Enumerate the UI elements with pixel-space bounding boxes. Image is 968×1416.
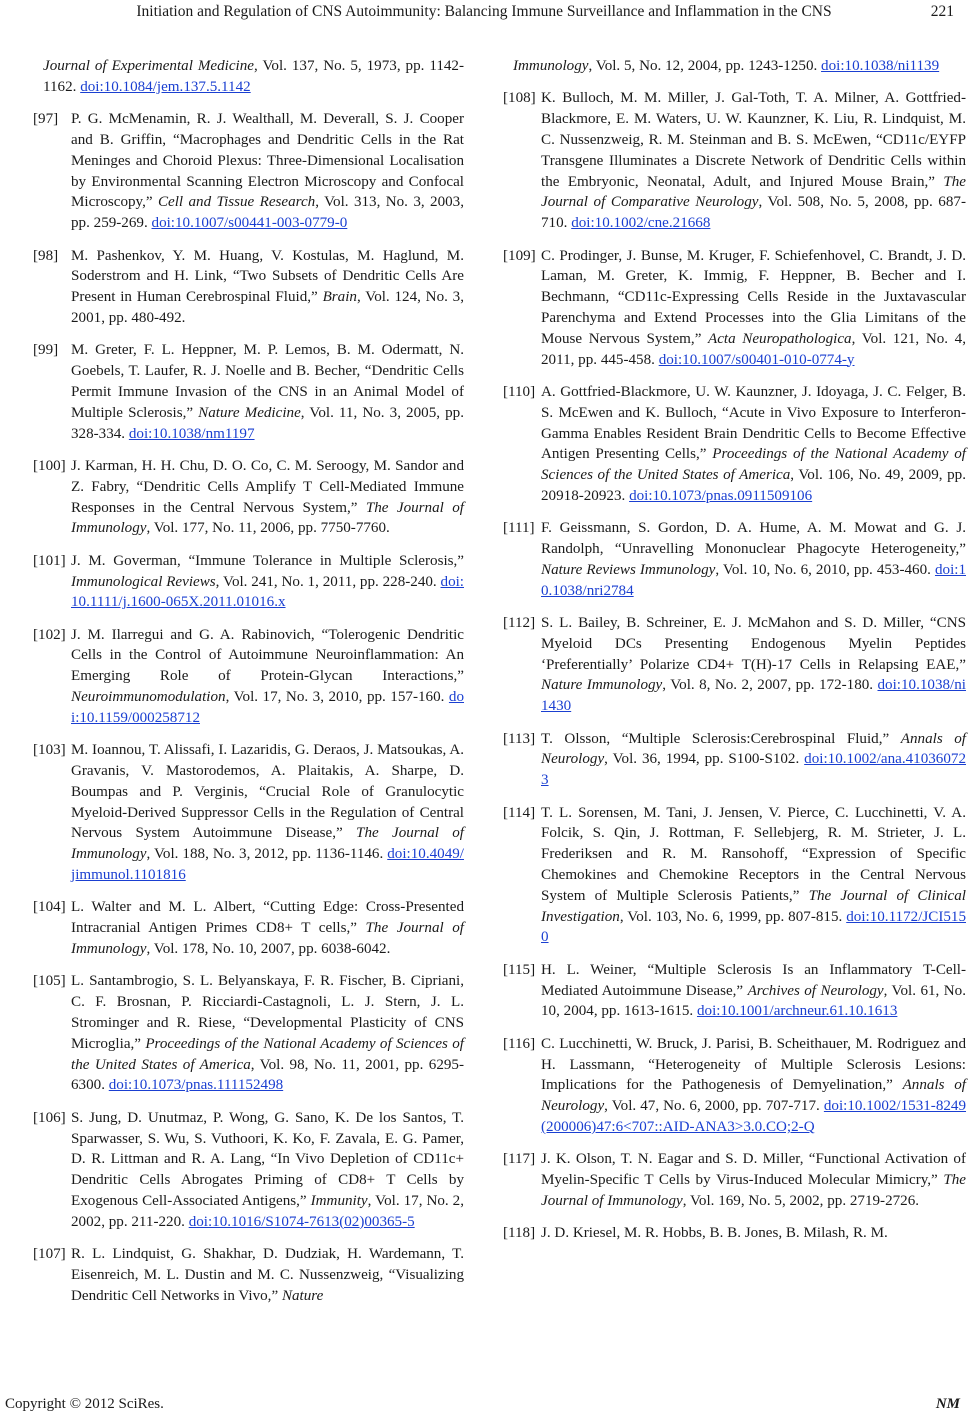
reference-authors-title: C. Lucchinetti, W. Bruck, J. Parisi, B. Scheithauer, M. Rodriguez and H. Lassmann, “Heterogeneity of Multiple Sclerosis Lesions: Implications for the Pathogenesis of Demyelination,” bbox=[541, 1035, 966, 1094]
reference-entry bbox=[33, 56, 464, 98]
reference-text bbox=[541, 382, 966, 507]
reference-entry bbox=[503, 246, 966, 371]
page-number: 221 bbox=[930, 3, 954, 20]
reference-number: [112] bbox=[503, 615, 536, 632]
reference-text bbox=[33, 56, 464, 98]
reference-text bbox=[541, 1149, 966, 1211]
reference-number: [105] bbox=[33, 973, 66, 990]
reference-venue: Brain bbox=[322, 289, 357, 306]
reference-details: , Vol. 313, No. 3, 2003, pp. 259-269. bbox=[71, 194, 464, 232]
reference-venue: Immunity bbox=[310, 1192, 368, 1209]
reference-entry bbox=[33, 971, 464, 1096]
reference-entry bbox=[503, 382, 966, 507]
doi-link[interactable]: doi:10.1016/S1074-7613(02)00365-5 bbox=[188, 1213, 415, 1230]
reference-authors-title: L. Walter and M. L. Albert, “Cutting Edge: Cross-Presented Intracranial Antigen Primes CD8+ T cells,” bbox=[71, 899, 464, 937]
reference-venue: Nature Reviews Immunology bbox=[541, 561, 716, 578]
reference-number: [104] bbox=[33, 899, 66, 916]
reference-authors-title: T. L. Sorensen, M. Tani, J. Jensen, V. Pierce, C. Lucchinetti, V. A. Folcik, S. Qin, J. Rottman, F. Sellebjerg, R. M. Strieter, J. L. Frederiksen and R. M. Ransohoff, “Expression of Specific Chemokines and Chemokine Receptors in the Central Nervous System of Multiple Sclerosis Patients,” bbox=[541, 804, 966, 904]
doi-link[interactable]: doi:10.1038/nri2784 bbox=[541, 561, 966, 599]
reference-venue: Annals of Neurology bbox=[541, 1077, 966, 1115]
reference-number: [103] bbox=[33, 742, 66, 759]
doi-link[interactable]: doi:10.1038/ni1139 bbox=[821, 58, 940, 74]
reference-number: [102] bbox=[33, 626, 66, 643]
reference-details: , Vol. 17, No. 3, 2010, pp. 157-160. bbox=[225, 689, 445, 706]
reference-text bbox=[541, 803, 966, 949]
reference-details: , Vol. 508, No. 5, 2008, pp. 687-710. bbox=[541, 194, 966, 232]
reference-venue: The Journal of Immunology bbox=[71, 825, 464, 863]
reference-text bbox=[541, 729, 966, 791]
reference-number: [107] bbox=[33, 1246, 66, 1263]
doi-link[interactable]: doi:10.4049/jimmunol.1101816 bbox=[71, 846, 464, 884]
reference-entry bbox=[503, 56, 966, 77]
reference-authors-title: P. G. McMenamin, R. J. Wealthall, M. Deverall, S. J. Cooper and B. Griffin, “Macrophages and Dendritic Cells in the Rat Meninges and Choroid Plexus: Three-Dimensional Localisation by Environmental Scanning Electron Microscopy and Confocal Microscopy,” bbox=[71, 111, 464, 211]
reference-details: , Vol. 178, No. 10, 2007, pp. 6038-6042. bbox=[146, 941, 391, 958]
reference-text bbox=[503, 56, 966, 77]
reference-details: , Vol. 61, No. 10, 2004, pp. 1613-1615. bbox=[541, 982, 966, 1020]
reference-venue: Annals of Neurology bbox=[541, 730, 966, 768]
reference-entry bbox=[503, 613, 966, 717]
reference-text bbox=[541, 1034, 966, 1138]
reference-entry bbox=[503, 729, 966, 791]
reference-venue: Neuroimmunomodulation bbox=[71, 689, 226, 706]
reference-authors-title: M. Ioannou, T. Alissafi, I. Lazaridis, G. Deraos, J. Matsoukas, A. Gravanis, V. Mastorodemos, A. Plaitakis, A. Sharpe, D. Boumpas and P. Verginis, “Crucial Role of Granulocytic Myeloid-Derived Suppressor Cells in the Regulation of Central Nervous System Autoimmune Disease,” bbox=[71, 742, 464, 842]
reference-authors-title: J. M. Ilarregui and G. A. Rabinovich, “Tolerogenic Dendritic Cells in the Control of Autoimmune Neuroinflammation: An Emerging Role of Protein-Glycan Interactions,” bbox=[71, 626, 464, 685]
reference-venue: The Journal of Immunology bbox=[71, 920, 464, 958]
reference-entry bbox=[503, 803, 966, 949]
doi-link[interactable]: doi:10.1007/s00401-010-0774-y bbox=[658, 351, 855, 368]
reference-number: [108] bbox=[503, 90, 536, 107]
reference-number: [106] bbox=[33, 1109, 66, 1126]
reference-authors-title: C. Prodinger, J. Bunse, M. Kruger, F. Schiefenhovel, C. Brandt, J. D. Laman, M. Greter, K. Immig, F. Heppner, B. Becher and I. Bechmann, “CD11c-Expressing Cells Reside in the Juxtavascular Parenchyma and Extend Processes into the Glia Limitans of the Mouse Nervous System,” bbox=[541, 247, 966, 347]
doi-link[interactable]: doi:10.1002/1531-8249(200006)47:6<707::AID-ANA3>3.0.CO;2-Q bbox=[541, 1098, 967, 1135]
reference-entry bbox=[503, 88, 966, 234]
doi-link[interactable]: doi:10.1038/ni1430 bbox=[541, 677, 966, 715]
reference-number: [117] bbox=[503, 1151, 536, 1168]
reference-text bbox=[541, 518, 966, 601]
reference-entry bbox=[33, 456, 464, 539]
doi-link[interactable]: doi:10.1084/jem.137.5.1142 bbox=[80, 78, 251, 95]
running-header bbox=[0, 0, 968, 30]
copyright-notice: Copyright © 2012 SciRes. bbox=[5, 1396, 164, 1412]
reference-text bbox=[71, 1108, 464, 1233]
reference-authors-title: J. D. Kriesel, M. R. Hobbs, B. B. Jones, B. Milash, R. M. bbox=[541, 1225, 888, 1242]
reference-authors-title: M. Greter, F. L. Heppner, M. P. Lemos, B. M. Odermatt, N. Goebels, T. Laufer, R. J. Noelle and B. Becher, “Dendritic Cells Permit Immune Invasion of the CNS in an Animal Model of Multiple Sclerosis,” bbox=[71, 342, 464, 421]
reference-authors-title: M. Pashenkov, Y. M. Huang, V. Kostulas, M. Haglund, M. Soderstrom and H. Link, “Two Subsets of Dendritic Cells Are Present in Human Cerebrospinal Fluid,” bbox=[71, 247, 464, 306]
reference-number: [115] bbox=[503, 961, 536, 978]
doi-link[interactable]: doi:10.1001/archneur.61.10.1613 bbox=[696, 1003, 898, 1020]
reference-details: , Vol. 11, No. 3, 2005, pp. 328-334. bbox=[71, 404, 464, 442]
reference-details: , Vol. 5, No. 12, 2004, pp. 1243-1250. bbox=[588, 58, 818, 74]
reference-authors-title: Immunology bbox=[513, 58, 589, 74]
reference-details: , Vol. 188, No. 3, 2012, pp. 1136-1146. bbox=[146, 846, 384, 863]
reference-venue: The Journal of Clinical Investigation bbox=[541, 887, 966, 925]
reference-text bbox=[71, 456, 464, 539]
reference-venue: Cell and Tissue Research bbox=[157, 194, 316, 211]
doi-link[interactable]: doi:10.1038/nm1197 bbox=[128, 425, 255, 442]
reference-entry bbox=[33, 897, 464, 959]
reference-details: , Vol. 106, No. 49, 2009, pp. 20918-20923. bbox=[541, 467, 966, 504]
reference-text bbox=[71, 109, 464, 234]
reference-text bbox=[71, 246, 464, 329]
running-title: Initiation and Regulation of CNS Autoimmunity: Balancing Immune Surveillance and Inflammation in the CNS bbox=[136, 3, 832, 20]
reference-authors-title: J. K. Olson, T. N. Eagar and S. D. Miller, “Functional Activation of Myelin-Specific T Cells by Virus-Induced Molecular Mimicry,” bbox=[541, 1151, 966, 1189]
reference-authors-title: J. Karman, H. H. Chu, D. O. Co, C. M. Seroogy, M. Sandor and Z. Fabry, “Dendritic Cells Amplify T Cell-Mediated Immune Responses in the Central Nervous System,” bbox=[71, 457, 464, 516]
reference-entry bbox=[33, 625, 464, 729]
doi-link[interactable]: doi:10.1073/pnas.111152498 bbox=[108, 1077, 284, 1094]
reference-entry bbox=[503, 1223, 966, 1244]
reference-entry bbox=[503, 1149, 966, 1211]
reference-text bbox=[71, 971, 464, 1096]
reference-venue: Acta Neuropathologica bbox=[708, 330, 852, 347]
reference-column-right bbox=[503, 56, 966, 1256]
reference-number: [111] bbox=[503, 520, 535, 537]
reference-entry bbox=[33, 1244, 464, 1306]
reference-venue: Proceedings of the National Academy of Sciences of the United States of America bbox=[71, 1035, 464, 1073]
reference-number: [101] bbox=[33, 552, 66, 569]
doi-link[interactable]: doi:10.1002/ana.410360723 bbox=[541, 751, 966, 789]
reference-venue: Nature bbox=[281, 1287, 324, 1304]
reference-number: [109] bbox=[503, 247, 536, 264]
reference-venue: The Journal of Immunology bbox=[71, 499, 464, 537]
reference-details: , Vol. 169, No. 5, 2002, pp. 2719-2726. bbox=[682, 1192, 920, 1209]
reference-number: [98] bbox=[33, 247, 59, 264]
reference-entry bbox=[503, 960, 966, 1022]
reference-details: , Vol. 36, 1994, pp. S100-S102. bbox=[604, 751, 800, 768]
reference-details: , Vol. 124, No. 3, 2001, pp. 480-492. bbox=[71, 289, 465, 326]
reference-details: , Vol. 17, No. 2, 2002, pp. 211-220. bbox=[71, 1192, 464, 1230]
reference-text bbox=[71, 625, 464, 729]
reference-authors-title: Journal of Experimental Medicine bbox=[43, 58, 254, 74]
reference-entry bbox=[503, 518, 966, 601]
reference-entry bbox=[33, 740, 464, 886]
reference-venue: Proceedings of the National Academy of Sciences of the United States of America bbox=[541, 446, 966, 484]
reference-authors-title: J. M. Goverman, “Immune Tolerance in Multiple Sclerosis,” bbox=[71, 552, 464, 569]
reference-authors-title: S. L. Bailey, B. Schreiner, E. J. McMahon and S. D. Miller, “CNS Myeloid DCs Presenting Endogenous Myelin Peptides ‘Preferentially’ Polarize CD4+ T(H)-17 Cells in Relapsing EAE,” bbox=[541, 615, 966, 673]
reference-number: [113] bbox=[503, 730, 536, 747]
reference-authors-title: T. Olsson, “Multiple Sclerosis:Cerebrospinal Fluid,” bbox=[541, 730, 890, 747]
reference-text bbox=[71, 551, 464, 613]
reference-entry bbox=[33, 1108, 464, 1233]
reference-entry bbox=[503, 1034, 966, 1138]
reference-details: , Vol. 10, No. 6, 2010, pp. 453-460. bbox=[715, 561, 931, 578]
reference-text bbox=[71, 340, 464, 444]
reference-venue: The Journal of Comparative Neurology bbox=[541, 173, 966, 211]
reference-entry bbox=[33, 109, 464, 234]
reference-details: , Vol. 103, No. 6, 1999, pp. 807-815. bbox=[619, 908, 843, 925]
reference-number: [116] bbox=[503, 1035, 536, 1052]
reference-authors-title: K. Bulloch, M. M. Miller, J. Gal-Toth, T. A. Milner, A. Gottfried-Blackmore, E. M. Waters, U. W. Kaunzner, K. Liu, R. Lindquist, M. C. Nussenzweig, R. M. Steinman and B. S. McEwen, “CD11c/EYFP Transgene Illuminates a Discrete Network of Dendritic Cells within the Embryonic, Neonatal, Adult, and Injured Mouse Brain,” bbox=[541, 90, 966, 190]
reference-entry bbox=[33, 246, 464, 329]
journal-abbreviation: NM bbox=[935, 1396, 960, 1412]
doi-link[interactable]: doi:10.1159/000258712 bbox=[71, 689, 465, 726]
reference-text bbox=[71, 897, 464, 959]
reference-number: [110] bbox=[503, 383, 536, 400]
reference-authors-title: A. Gottfried-Blackmore, U. W. Kaunzner, J. Idoyaga, J. C. Felger, B. S. McEwen and K. Bulloch, “Acute in Vivo Exposure to Interferon-Gamma Enables Resident Brain Dendritic Cells to Become Effective Antigen Presenting Cells,” bbox=[541, 383, 966, 463]
reference-text bbox=[541, 613, 966, 717]
reference-details: , Vol. 121, No. 4, 2011, pp. 445-458. bbox=[541, 330, 966, 368]
reference-authors-title: S. Jung, D. Unutmaz, P. Wong, G. Sano, K. De los Santos, T. Sparwasser, S. Wu, S. Vuthoori, K. Ko, F. Zavala, E. G. Pamer, D. R. Littman and R. A. Lang, “In Vivo Depletion of CD11c+ Dendritic Cells Abrogates Priming of CD8+ T Cells by Exogenous Cell-Associated Antigens,” bbox=[71, 1109, 464, 1209]
doi-link[interactable]: doi:10.1007/s00441-003-0779-0 bbox=[151, 215, 348, 232]
doi-link[interactable]: doi:10.1002/cne.21668 bbox=[571, 215, 711, 232]
reference-text bbox=[541, 1223, 966, 1244]
reference-number: [99] bbox=[33, 342, 59, 359]
reference-venue: Nature Medicine bbox=[198, 404, 301, 421]
reference-venue: Archives of Neurology bbox=[747, 982, 884, 999]
reference-details: , Vol. 8, No. 2, 2007, pp. 172-180. bbox=[662, 677, 874, 694]
reference-number: [114] bbox=[503, 804, 536, 821]
reference-details: , Vol. 137, No. 5, 1973, pp. 1142-1162. bbox=[43, 58, 465, 95]
doi-link[interactable]: doi:10.1172/JCI5150 bbox=[541, 908, 966, 946]
reference-entry bbox=[33, 340, 464, 444]
reference-text bbox=[71, 740, 464, 886]
reference-authors-title: L. Santambrogio, S. L. Belyanskaya, F. R. Fischer, B. Cipriani, C. F. Brosnan, P. Ricciardi-Castagnoli, L. J. Stern, J. L. Strominger and R. Riese, “Developmental Plasticity of CNS Microglia,” bbox=[71, 973, 464, 1052]
reference-text bbox=[541, 246, 966, 371]
reference-details: , Vol. 177, No. 11, 2006, pp. 7750-7760. bbox=[146, 520, 390, 537]
reference-venue: The Journal of Immunology bbox=[541, 1172, 966, 1209]
doi-link[interactable]: doi:10.1073/pnas.0911509106 bbox=[629, 487, 813, 504]
reference-details: , Vol. 241, No. 1, 2011, pp. 228-240. bbox=[215, 573, 437, 590]
reference-column-left bbox=[33, 56, 464, 1318]
reference-authors-title: F. Geissmann, S. Gordon, D. A. Hume, A. M. Mowat and G. J. Randolph, “Unravelling Mononuclear Phagocyte Heterogeneity,” bbox=[541, 520, 966, 558]
reference-number: [97] bbox=[33, 111, 59, 128]
reference-number: [118] bbox=[503, 1225, 536, 1242]
reference-text bbox=[71, 1244, 464, 1306]
reference-authors-title: R. L. Lindquist, G. Shakhar, D. Dudziak, H. Wardemann, T. Eisenreich, M. L. Dustin and M. C. Nussenzweig, “Visualizing Dendritic Cell Networks in Vivo,” bbox=[71, 1246, 464, 1304]
reference-details: , Vol. 98, No. 11, 2001, pp. 6295-6300. bbox=[71, 1056, 464, 1094]
reference-venue: Nature Immunology bbox=[541, 677, 663, 694]
reference-text bbox=[541, 88, 966, 234]
reference-authors-title: H. L. Weiner, “Multiple Sclerosis Is an Inflammatory T-Cell-Mediated Autoimmune Disease,” bbox=[541, 961, 966, 999]
reference-number: [100] bbox=[33, 457, 66, 474]
reference-details: , Vol. 47, No. 6, 2000, pp. 707-717. bbox=[604, 1098, 820, 1115]
reference-text bbox=[541, 960, 966, 1022]
reference-entry bbox=[33, 551, 464, 613]
reference-venue: Immunological Reviews bbox=[71, 573, 216, 590]
doi-link[interactable]: doi:10.1111/j.1600-065X.2011.01016.x bbox=[71, 573, 464, 611]
